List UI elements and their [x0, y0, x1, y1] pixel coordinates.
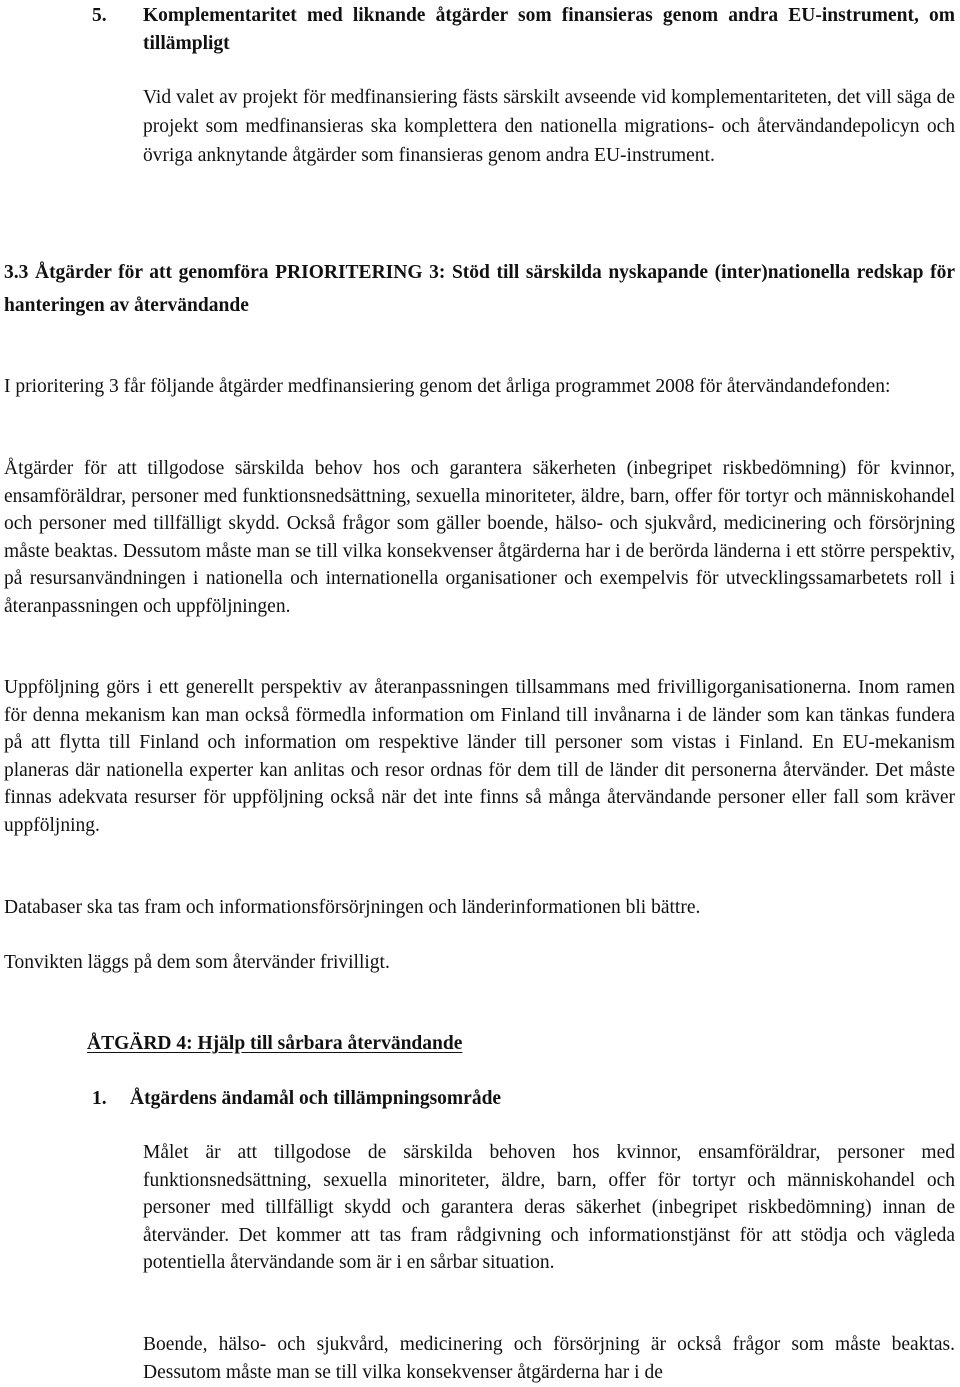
section-1-number: 1.: [92, 1088, 107, 1109]
paragraph-measures: Åtgärder för att tillgodose särskilda behov hos och garantera säkerheten (inbegripet riskbedömning) för kvinnor, ensamföräldrar, personer med funktionsnedsättning, sexuella minoriteter, äldre, barn, offer för tortyr och människohandel och personer med tillfälligt skydd. Också frågor som gäller boende, hälso- och sjukvård, medicinering och försörjning måste beaktas. Dessutom måste man se till vilka konsekvenser åtgärderna har i de berörda länderna i ett större perspektiv, på resursanvändningen i nationella och internationella organisationer och exempelvis för utvecklingssamarbetets roll i återanpassningen och uppföljningen.: [4, 458, 955, 617]
paragraph-emphasis: Tonvikten läggs på dem som återvänder frivilligt.: [4, 952, 390, 973]
section-1-body-2: Boende, hälso- och sjukvård, medicinering och försörjning är också frågor som måste beaktas. Dessutom måste man se till vilka konsekvenser åtgärderna har i de: [143, 1334, 955, 1383]
priority-3-heading: 3.3 Åtgärder för att genomföra PRIORITERING 3: Stöd till särskilda nyskapande (inter)nationella redskap för hanteringen av återvändande: [4, 262, 955, 316]
section-1-body-1: Målet är att tillgodose de särskilda behoven hos kvinnor, ensamföräldrar, personer med funktionsnedsättning, sexuella minoriteter, äldre, barn, offer för tortyr och människohandel och personer med tillfälligt skydd och garantera deras säkerhet (inbegripet riskbedömning) innan de återvänder. Det kommer att tas fram rådgivning och informationstjänst för att stödja och vägleda potentiella återvändande som är i en sårbar situation.: [143, 1142, 955, 1274]
paragraph-follow-up: Uppföljning görs i ett generellt perspektiv av återanpassningen tillsammans med frivilligorganisationerna. Inom ramen för denna mekanism kan man också förmedla information om Finland till invånarna i de länder som kan tänkas fundera på att flytta till Finland och information om respektive länder till personer som vistas i Finland. En EU-mekanism planeras där nationella experter kan anlitas och resor ordnas för dem till de länder dit personerna återvänder. Det måste finnas adekvata resurser för uppföljning också när det inte finns så många återvändande personer eller fall som kräver uppföljning.: [4, 677, 955, 836]
action-4-heading: ÅTGÄRD 4: Hjälp till sårbara återvändande: [87, 1033, 463, 1054]
paragraph-databases: Databaser ska tas fram och informationsförsörjningen och länderinformationen bli bättre.: [4, 897, 701, 918]
paragraph-intro: I prioritering 3 får följande åtgärder medfinansiering genom det årliga programmet 2008 för återvändandefonden:: [4, 376, 891, 397]
section-1-heading: Åtgärdens ändamål och tillämpningsområde: [130, 1088, 502, 1109]
section-5-body: Vid valet av projekt för medfinansiering fästs särskilt avseende vid komplementariteten, det vill säga de projekt som medfinansieras ska komplettera den nationella migrations- och återvändandepolicyn och övriga anknytande åtgärder som finansieras genom andra EU-instrument.: [143, 87, 955, 166]
section-5-heading: Komplementaritet med liknande åtgärder som finansieras genom andra EU-instrument, om tillämpligt: [143, 5, 955, 54]
section-5-number: 5.: [92, 5, 107, 26]
